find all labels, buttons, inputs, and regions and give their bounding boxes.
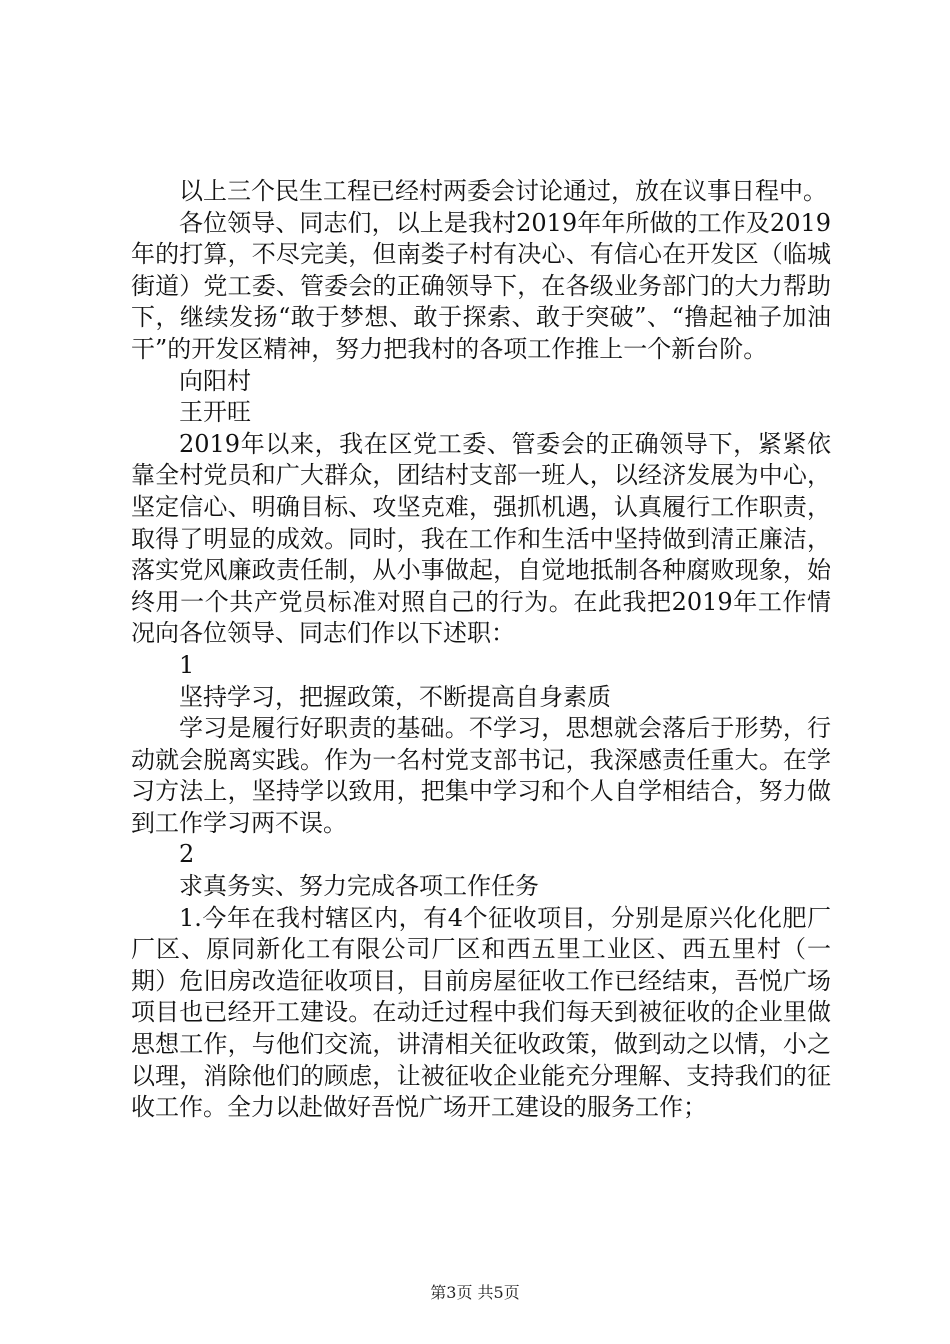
section-heading-2: 求真务实、努力完成各项工作任务 [179,872,539,901]
village-name: 向阳村 [179,366,251,395]
paragraph-study: 学习是履行好职责的基础。不学习，思想就会落后于形势，行动就会脱离实践。作为一名村党支部书记，我深感责任重大。在学习方法上，坚持学以致用，把集中学习和个人自学相结合，努力做到工作学习两不误。 [131,714,831,837]
paragraph-expropriation: 1.今年在我村辖区内，有4个征收项目，分别是原兴化化肥厂厂区、原同新化工有限公司厂区和西五里工业区、西五里村（一期）危旧房改造征收项目，目前房屋征收工作已经结束，吾悦广场项目也已经开工建设。在动迁过程中我们每天到被征收的企业里做思想工作，与他们交流，讲清相关征收政策，做到动之以情，小之以理，消除他们的顾虑，让被征收企业能充分理解、支持我们的征收工作。全力以赴做好吾悦广场开工建设的服务工作； [131,903,831,1122]
section-number-1: 1 [179,650,195,679]
paragraph-intro: 2019年以来，我在区党工委、管委会的正确领导下，紧紧依靠全村党员和广大群众，团结村支部一班人，以经济发展为中心，坚定信心、明确目标、攻坚克难，强抓机遇，认真履行工作职责，取得了明显的成效。同时，我在工作和生活中坚持做到清正廉洁，落实党风廉政责任制，从小事做起，自觉地抵制各种腐败现象，始终用一个共产党员标准对照自己的行为。在此我把2019年工作情况向各位领导、同志们作以下述职： [131,429,831,648]
author-name: 王开旺 [179,398,251,427]
paragraph-closing-remarks: 各位领导、同志们，以上是我村2019年年所做的工作及2019年的打算，不尽完美，但南娄子村有决心、有信心在开发区（临城街道）党工委、管委会的正确领导下，在各级业务部门的大力帮助下，继续发扬“敢于梦想、敢于探索、敢于突破”、“撸起袖子加油干”的开发区精神，努力把我村的各项工作推上一个新台阶。 [131,208,831,363]
section-number-2: 2 [179,840,195,869]
document-body [131,176,831,1124]
section-heading-1: 坚持学习，把握政策，不断提高自身素质 [179,682,611,711]
paragraph-projects-discussed: 以上三个民生工程已经村两委会讨论通过，放在议事日程中。 [179,177,827,205]
page-footer: 第3页 共5页 [430,1283,520,1302]
